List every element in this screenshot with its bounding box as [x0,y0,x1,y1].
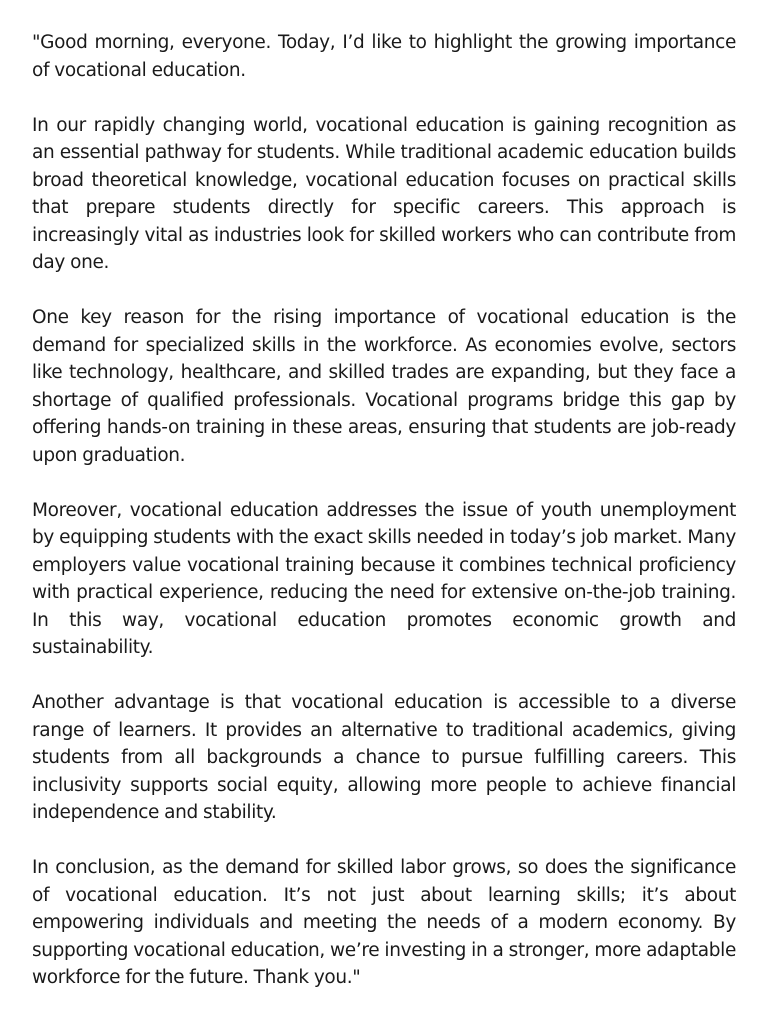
paragraph-conclusion: In conclusion, as the demand for skilled labor grows, so does the significance of vocational education. It’s not just about learning skills; it’s about empowering individuals and meeting the needs of a modern economy. By supporting vocational education, we’re investing in a stronger, more adaptable workforce for the future. Thank you." [32,857,736,988]
paragraph-opening: "Good morning, everyone. Today, I’d like to highlight the growing importance of vocational education. [32,32,736,81]
paragraph-skills-demand: One key reason for the rising importance of vocational education is the demand for specialized skills in the workforce. As economies evolve, sectors like technology, healthcare, and skilled trades are expanding, but they face a shortage of qualified professionals. Vocational programs bridge this gap by offering hands-on training in these areas, ensuring that students are job-ready upon graduation. [32,307,736,466]
paragraph-introduction: In our rapidly changing world, vocational education is gaining recognition as an essential pathway for students. While traditional academic education builds broad theoretical knowledge, vocational education focuses on practical skills that prepare students directly for specific careers. This approach is increasingly vital as industries look for skilled workers who can contribute from day one. [32,114,736,273]
paragraph-accessibility: Another advantage is that vocational education is accessible to a diverse range of learners. It provides an alternative to traditional academics, giving students from all backgrounds a chance to pursue fulfilling careers. This inclusivity supports social equity, allowing more people to achieve financial independence and stability. [32,692,736,823]
paragraph-youth-unemployment: Moreover, vocational education addresses the issue of youth unemployment by equipping students with the exact skills needed in today’s job market. Many employers value vocational training because it combines technical proficiency with practical experience, reducing the need for extensive on-the-job training. In this way, vocational education promotes economic growth and sustainability. [32,499,736,658]
speech-document [32,29,736,992]
